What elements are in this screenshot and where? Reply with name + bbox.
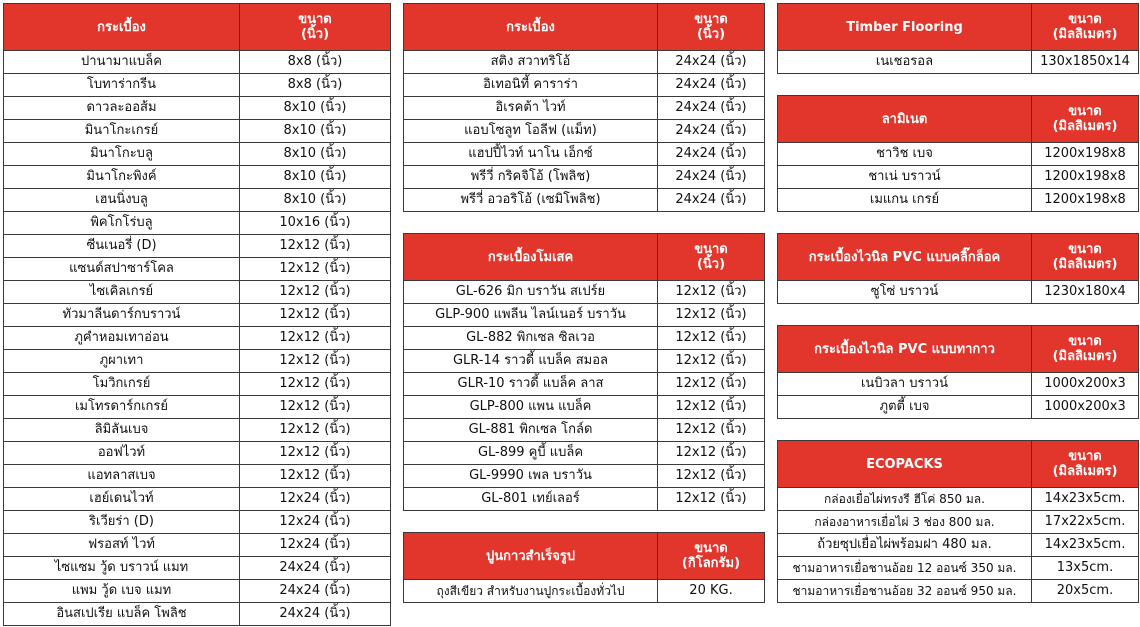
table-row xyxy=(4,488,391,511)
table-row xyxy=(404,442,765,465)
item-name-cell: แอบโซลูท โอลีฟ (แม็ท) xyxy=(404,120,658,143)
table-header-row xyxy=(404,234,765,281)
item-size-cell: 12x12 (นิ้ว) xyxy=(240,281,391,304)
table-row xyxy=(778,373,1139,396)
table-row xyxy=(4,327,391,350)
item-name-cell: อิเรคต้า ไวท์ xyxy=(404,97,658,120)
column-header-size: ขนาด (มิลลิเมตร) xyxy=(1032,326,1139,373)
item-size-cell: 12x24 (นิ้ว) xyxy=(240,488,391,511)
column-header-item: ลามิเนต xyxy=(778,96,1032,143)
table-header-row xyxy=(404,4,765,51)
table-row xyxy=(4,557,391,580)
column-header-item: กระเบื้องไวนิล PVC แบบทากาว xyxy=(778,326,1032,373)
table-row xyxy=(4,212,391,235)
item-name-cell: ภูคำหอมเทาอ่อน xyxy=(4,327,240,350)
item-size-cell: 1200x198x8 xyxy=(1032,143,1139,166)
table-row xyxy=(4,580,391,603)
item-size-cell: 12x12 (นิ้ว) xyxy=(240,465,391,488)
item-size-cell: 13x5cm. xyxy=(1032,557,1139,580)
item-size-cell: 12x12 (นิ้ว) xyxy=(658,304,765,327)
table-row xyxy=(778,511,1139,534)
item-name-cell: GLR-14 ราวดี้ แบล็ค สมอล xyxy=(404,350,658,373)
table-row xyxy=(4,603,391,626)
item-name-cell: มินาโกะบลู xyxy=(4,143,240,166)
table-row xyxy=(404,281,765,304)
table-row xyxy=(4,281,391,304)
table-row xyxy=(4,534,391,557)
table-row xyxy=(4,304,391,327)
column-header-size: ขนาด (นิ้ว) xyxy=(240,4,391,51)
column-header-item: ปูนกาวสำเร็จรูป xyxy=(404,533,658,580)
item-name-cell: GLP-800 แพน แบล็ค xyxy=(404,396,658,419)
item-size-cell: 12x12 (นิ้ว) xyxy=(240,304,391,327)
item-name-cell: ชามอาหารเยื่อชานอ้อย 32 ออนซ์ 950 มล. xyxy=(778,580,1032,603)
item-name-cell: แฮปปี้ไวท์ นาโน เอ็กซ์ xyxy=(404,143,658,166)
item-size-cell: 24x24 (นิ้ว) xyxy=(240,580,391,603)
table-row xyxy=(4,465,391,488)
table-row xyxy=(404,465,765,488)
item-size-cell: 24x24 (นิ้ว) xyxy=(658,189,765,212)
item-size-cell: 1230x180x4 xyxy=(1032,281,1139,304)
table-row xyxy=(4,166,391,189)
item-size-cell: 24x24 (นิ้ว) xyxy=(658,74,765,97)
table-row xyxy=(778,51,1139,74)
vinyl-click-lock-table xyxy=(777,233,1139,304)
table-row xyxy=(4,511,391,534)
table-row xyxy=(4,419,391,442)
column-header-size: ขนาด (มิลลิเมตร) xyxy=(1032,96,1139,143)
item-name-cell: มินาโกะพิงค์ xyxy=(4,166,240,189)
item-name-cell: GL-9990 เพล บราวัน xyxy=(404,465,658,488)
item-name-cell: แอทลาสเบจ xyxy=(4,465,240,488)
item-size-cell: 12x12 (นิ้ว) xyxy=(240,396,391,419)
item-size-cell: 12x12 (นิ้ว) xyxy=(658,373,765,396)
table-row xyxy=(778,580,1139,603)
item-name-cell: GL-899 คูบี้ แบล็ค xyxy=(404,442,658,465)
ecopacks-table xyxy=(777,440,1139,603)
column-header-item: กระเบื้อง xyxy=(4,4,240,51)
table-row xyxy=(4,350,391,373)
tile-size-table-2 xyxy=(403,3,765,212)
item-name-cell: ปานามาแบล็ค xyxy=(4,51,240,74)
item-size-cell: 12x12 (นิ้ว) xyxy=(240,350,391,373)
table-row xyxy=(404,350,765,373)
item-size-cell: 8x10 (นิ้ว) xyxy=(240,97,391,120)
column-header-size: ขนาด (มิลลิเมตร) xyxy=(1032,234,1139,281)
column-header-size: ขนาด (นิ้ว) xyxy=(658,4,765,51)
item-size-cell: 1000x200x3 xyxy=(1032,396,1139,419)
item-name-cell: ไซแซม วู้ด บราวน์ แมท xyxy=(4,557,240,580)
table-header-row xyxy=(778,234,1139,281)
item-name-cell: ชาเน่ บราวน์ xyxy=(778,166,1032,189)
item-size-cell: 20x5cm. xyxy=(1032,580,1139,603)
table-row xyxy=(404,488,765,511)
item-size-cell: 12x12 (นิ้ว) xyxy=(658,350,765,373)
table-header-row xyxy=(778,326,1139,373)
table-row xyxy=(404,143,765,166)
table-header-row xyxy=(778,4,1139,51)
item-size-cell: 12x12 (นิ้ว) xyxy=(658,419,765,442)
laminate-table xyxy=(777,95,1139,212)
column-header-item: ECOPACKS xyxy=(778,441,1032,488)
item-size-cell: 12x24 (นิ้ว) xyxy=(240,511,391,534)
item-name-cell: ภูผาเทา xyxy=(4,350,240,373)
item-size-cell: 24x24 (นิ้ว) xyxy=(658,166,765,189)
item-name-cell: GL-801 เทย์เลอร์ xyxy=(404,488,658,511)
table-row xyxy=(404,74,765,97)
table-row xyxy=(4,51,391,74)
table-header-row xyxy=(404,533,765,580)
table-row xyxy=(404,327,765,350)
table-row xyxy=(404,120,765,143)
mosaic-size-table xyxy=(403,233,765,511)
item-size-cell: 24x24 (นิ้ว) xyxy=(240,557,391,580)
item-size-cell: 1200x198x8 xyxy=(1032,189,1139,212)
table-header-row xyxy=(778,441,1139,488)
table-row xyxy=(778,281,1139,304)
item-size-cell: 12x12 (นิ้ว) xyxy=(658,396,765,419)
table-row xyxy=(778,166,1139,189)
item-size-cell: 24x24 (นิ้ว) xyxy=(658,51,765,74)
item-size-cell: 12x12 (นิ้ว) xyxy=(240,327,391,350)
item-size-cell: 12x12 (นิ้ว) xyxy=(240,419,391,442)
item-size-cell: 12x12 (นิ้ว) xyxy=(658,442,765,465)
item-name-cell: GL-882 พิกเซล ซิลเวอ xyxy=(404,327,658,350)
table-header-row xyxy=(4,4,391,51)
item-size-cell: 12x12 (นิ้ว) xyxy=(658,488,765,511)
item-size-cell: 12x12 (นิ้ว) xyxy=(240,373,391,396)
table-row xyxy=(404,580,765,603)
item-size-cell: 20 KG. xyxy=(658,580,765,603)
item-name-cell: ทัวมาลีนดาร์กบราวน์ xyxy=(4,304,240,327)
table-row xyxy=(4,143,391,166)
table-row xyxy=(4,97,391,120)
item-size-cell: 1200x198x8 xyxy=(1032,166,1139,189)
item-name-cell: โมวิกเกรย์ xyxy=(4,373,240,396)
item-size-cell: 24x24 (นิ้ว) xyxy=(658,143,765,166)
item-size-cell: 8x8 (นิ้ว) xyxy=(240,51,391,74)
table-row xyxy=(4,189,391,212)
table-row xyxy=(4,74,391,97)
item-size-cell: 12x12 (นิ้ว) xyxy=(240,235,391,258)
item-name-cell: เมแกน เกรย์ xyxy=(778,189,1032,212)
item-size-cell: 12x12 (นิ้ว) xyxy=(658,327,765,350)
column-header-size: ขนาด (นิ้ว) xyxy=(658,234,765,281)
table-row xyxy=(4,396,391,419)
table-row xyxy=(778,534,1139,557)
table-header-row xyxy=(778,96,1139,143)
item-name-cell: พรีวี่ อวอริโอ้ (เซมิโพลิช) xyxy=(404,189,658,212)
tile-adhesive-table xyxy=(403,532,765,603)
table-row xyxy=(4,235,391,258)
item-name-cell: สติง สวาทริโอ้ xyxy=(404,51,658,74)
item-name-cell: ชาวิช เบจ xyxy=(778,143,1032,166)
item-name-cell: แซนด์สปาซาร์โคล xyxy=(4,258,240,281)
item-size-cell: 10x16 (นิ้ว) xyxy=(240,212,391,235)
item-name-cell: พิคโกโร่บลู xyxy=(4,212,240,235)
item-name-cell: เนบิวลา บราวน์ xyxy=(778,373,1032,396)
item-size-cell: 8x10 (นิ้ว) xyxy=(240,143,391,166)
item-name-cell: GLP-900 แพลีน ไลน์เนอร์ บราวัน xyxy=(404,304,658,327)
item-size-cell: 8x8 (นิ้ว) xyxy=(240,74,391,97)
item-name-cell: ลิมิลันเบจ xyxy=(4,419,240,442)
item-name-cell: อิเทอนิที้ คาราร่า xyxy=(404,74,658,97)
item-size-cell: 24x24 (นิ้ว) xyxy=(240,603,391,626)
column-header-item: Timber Flooring xyxy=(778,4,1032,51)
table-row xyxy=(4,258,391,281)
item-size-cell: 12x12 (นิ้ว) xyxy=(240,442,391,465)
item-name-cell: โบทาร่ากรีน xyxy=(4,74,240,97)
timber-flooring-table xyxy=(777,3,1139,74)
item-name-cell: เฮย์เดนไวท์ xyxy=(4,488,240,511)
item-name-cell: GL-626 มิก บราวัน สเปร์ย xyxy=(404,281,658,304)
item-name-cell: ออฟไวท์ xyxy=(4,442,240,465)
item-size-cell: 8x10 (นิ้ว) xyxy=(240,166,391,189)
item-size-cell: 8x10 (นิ้ว) xyxy=(240,189,391,212)
item-name-cell: กล่องเยื่อไผ่ทรงรี ฮีโค่ 850 มล. xyxy=(778,488,1032,511)
item-name-cell: เมโทรดาร์กเกรย์ xyxy=(4,396,240,419)
item-name-cell: ดาวละออส้ม xyxy=(4,97,240,120)
column-header-item: กระเบื้องไวนิล PVC แบบคลิ๊กล็อค xyxy=(778,234,1032,281)
table-row xyxy=(778,488,1139,511)
item-name-cell: เนเชอรอล xyxy=(778,51,1032,74)
table-row xyxy=(4,120,391,143)
table-row xyxy=(404,419,765,442)
table-row xyxy=(778,189,1139,212)
item-size-cell: 24x24 (นิ้ว) xyxy=(658,97,765,120)
item-name-cell: GLR-10 ราวดี้ แบล็ค ลาส xyxy=(404,373,658,396)
column-header-size: ขนาด (มิลลิเมตร) xyxy=(1032,4,1139,51)
table-row xyxy=(404,396,765,419)
table-row xyxy=(404,97,765,120)
table-row xyxy=(404,166,765,189)
item-name-cell: ถุงสีเขียว สำหรับงานปูกระเบื้องทั่วไป xyxy=(404,580,658,603)
column-header-item: กระเบื้อง xyxy=(404,4,658,51)
item-size-cell: 12x12 (นิ้ว) xyxy=(658,465,765,488)
table-row xyxy=(778,396,1139,419)
item-name-cell: อินสเปเรีย แบล็ค โพลิช xyxy=(4,603,240,626)
table-row xyxy=(404,189,765,212)
table-row xyxy=(4,442,391,465)
column-header-size: ขนาด (กิโลกรัม) xyxy=(658,533,765,580)
item-name-cell: ฟรอสท์ ไวท์ xyxy=(4,534,240,557)
item-size-cell: 14x23x5cm. xyxy=(1032,488,1139,511)
item-size-cell: 12x12 (นิ้ว) xyxy=(240,258,391,281)
table-row xyxy=(404,51,765,74)
table-row xyxy=(404,373,765,396)
item-name-cell: ชามอาหารเยื่อชานอ้อย 12 ออนซ์ 350 มล. xyxy=(778,557,1032,580)
item-name-cell: ซูโซ่ บราวน์ xyxy=(778,281,1032,304)
column-header-size: ขนาด (มิลลิเมตร) xyxy=(1032,441,1139,488)
item-name-cell: ริเวียร่า (D) xyxy=(4,511,240,534)
table-row xyxy=(778,143,1139,166)
item-name-cell: เฮนนิ่งบลู xyxy=(4,189,240,212)
item-size-cell: 12x12 (นิ้ว) xyxy=(658,281,765,304)
item-size-cell: 1000x200x3 xyxy=(1032,373,1139,396)
item-name-cell: พรีวี่ กริคจิโอ้ (โพลิช) xyxy=(404,166,658,189)
item-size-cell: 130x1850x14 xyxy=(1032,51,1139,74)
item-size-cell: 17x22x5cm. xyxy=(1032,511,1139,534)
item-name-cell: ถ้วยซุปเยื่อไผ่พร้อมฝา 480 มล. xyxy=(778,534,1032,557)
table-row xyxy=(778,557,1139,580)
table-row xyxy=(404,304,765,327)
item-name-cell: มินาโกะเกรย์ xyxy=(4,120,240,143)
vinyl-glue-down-table xyxy=(777,325,1139,419)
item-size-cell: 8x10 (นิ้ว) xyxy=(240,120,391,143)
item-name-cell: ซีนเนอรี่ (D) xyxy=(4,235,240,258)
item-name-cell: แพม วู้ด เบจ แมท xyxy=(4,580,240,603)
item-size-cell: 24x24 (นิ้ว) xyxy=(658,120,765,143)
item-size-cell: 12x24 (นิ้ว) xyxy=(240,534,391,557)
column-header-item: กระเบื้องโมเสค xyxy=(404,234,658,281)
item-name-cell: ไซเคิลเกรย์ xyxy=(4,281,240,304)
item-size-cell: 14x23x5cm. xyxy=(1032,534,1139,557)
tile-size-table-1 xyxy=(3,3,391,626)
item-name-cell: GL-881 พิกเซล โกล์ด xyxy=(404,419,658,442)
table-row xyxy=(4,373,391,396)
item-name-cell: ภูตตี้ เบจ xyxy=(778,396,1032,419)
item-name-cell: กล่องอาหารเยื่อไผ่ 3 ช่อง 800 มล. xyxy=(778,511,1032,534)
